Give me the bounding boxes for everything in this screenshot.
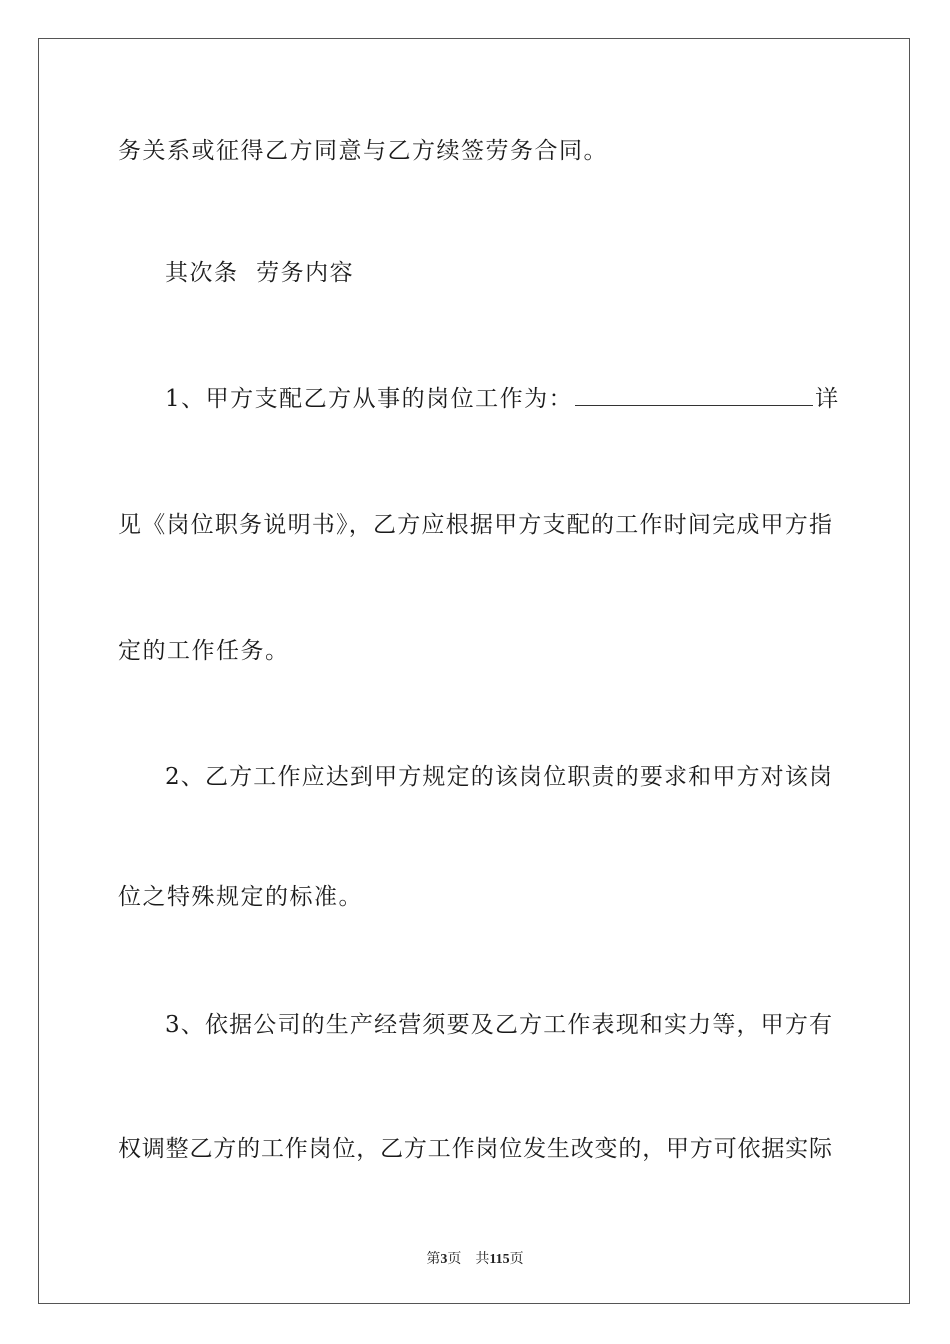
total-prefix: 共: [475, 1252, 490, 1267]
paragraph-line-item-1-cont: 见《岗位职务说明书》，乙方应根据甲方支配的工作时间完成甲方指: [118, 512, 832, 538]
fill-in-blank: [575, 385, 813, 406]
page-number: 3: [440, 1252, 448, 1267]
page-suffix: 页: [447, 1252, 462, 1267]
section-heading: 其次条 劳务内容: [165, 260, 355, 286]
page-border: [38, 38, 910, 1304]
paragraph-line-item-3-cont: 权调整乙方的工作岗位，乙方工作岗位发生改变的，甲方可依据实际: [118, 1136, 832, 1162]
paragraph-line-item-1: [165, 384, 840, 414]
paragraph-line-item-1-end: 定的工作任务。: [118, 638, 290, 664]
total-suffix: 页: [509, 1252, 524, 1267]
paragraph-line-1: 务关系或征得乙方同意与乙方续签劳务合同。: [118, 138, 608, 164]
item-1-tail: 详: [815, 386, 840, 412]
paragraph-line-item-2-end: 位之特殊规定的标准。: [118, 884, 363, 910]
page-prefix: 第: [426, 1252, 441, 1267]
total-pages: 115: [489, 1252, 510, 1267]
paragraph-line-item-2: 2、乙方工作应达到甲方规定的该岗位职责的要求和甲方对该岗: [165, 764, 832, 790]
page-footer: [0, 1248, 950, 1268]
item-1-text: 1、甲方支配乙方从事的岗位工作为：: [165, 386, 574, 412]
paragraph-line-item-3: 3、依据公司的生产经营须要及乙方工作表现和实力等，甲方有: [165, 1012, 832, 1038]
